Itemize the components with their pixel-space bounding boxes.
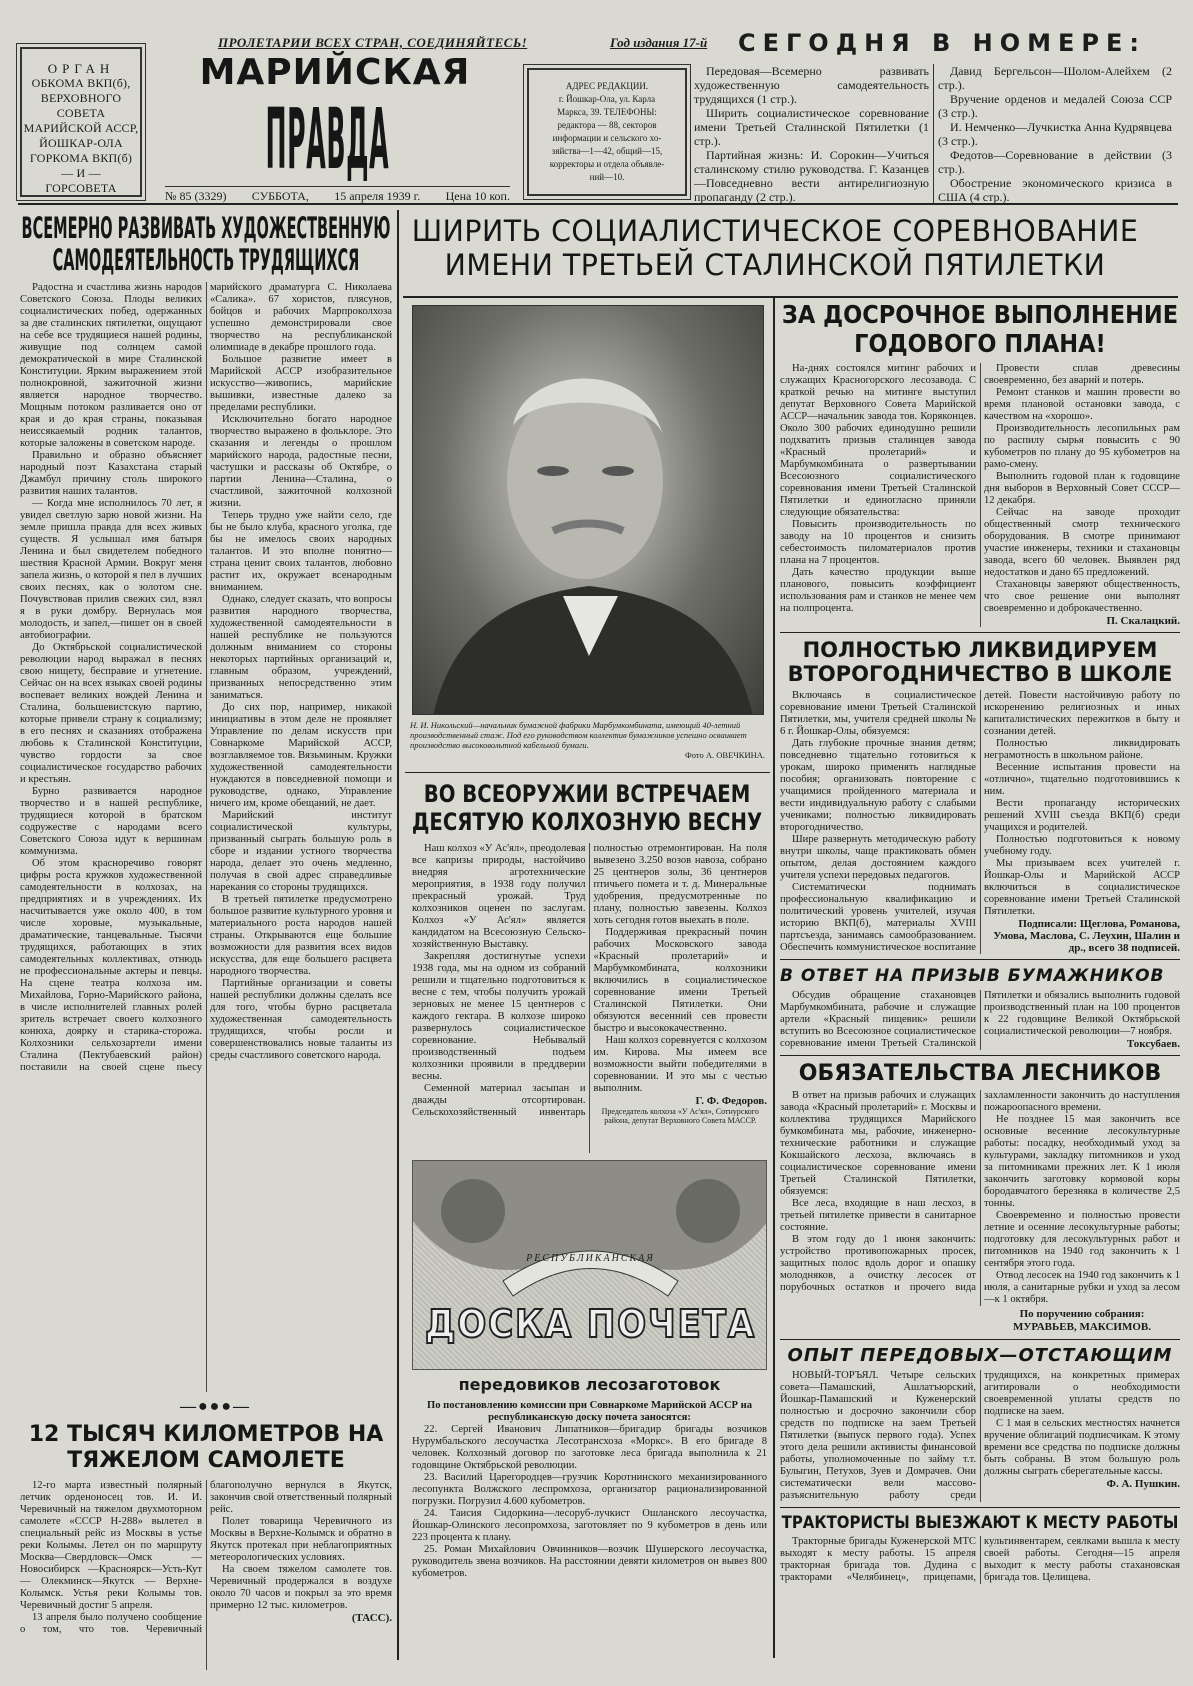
tractors-body [780,1536,1180,1584]
address-line: г. Йошкар-Ола, ул. Карла [558,94,656,104]
paragraph: Правильно и образно объясняет народный поэт Казахстана старый Джамбул причину столь широкого развития наших талантов. [20,450,202,497]
paragraph: Однако, следует сказать, что вопросы развития народного творчества, художественной самодеятельности в нашей республике не пользуются должным вниманием со стороны некоторых партийных организаций и, главным образом, учреждений, призванных непосредственно этим заниматься. [210,594,392,701]
organ-line: МАРИЙСКОЙ АССР, [23,121,139,135]
paragraph: Ремонт станков и машин провести во время плановой остановки завода, с качеством на «хорошо». [984,387,1180,422]
paragraph: В этом году до 1 июня закончить: устройство противопожарных просек, защитных полос вдоль дорог и опашку молодняков, а очистку лесосек от порубочных остатков и прочего вида захламленности закончить до наступления пожароопасного времени. [780,1090,1180,1293]
newspaper-title-line1-wrap [175,53,495,93]
honor-board-title: ДОСКА ПОЧЕТА [424,1302,757,1346]
address-line: зяйства—1—42, общий—15, [551,146,663,156]
signature-names: МУРАВЬЕВ, МАКСИМОВ. [1012,1321,1152,1333]
right-column [780,300,1180,1584]
papermakers-headline: В ОТВЕТ НА ПРИЗЫВ БУМАЖНИКОВ [780,966,1165,986]
paragraph: Повысить производительность по заводу на 10 процентов и снизить себестоимость пиломатериалов против плана на 7 процентов. [780,519,976,566]
portrait-photo [412,305,764,715]
honor-board-subtitle: передовиков лесозаготовок [458,1375,721,1394]
paragraph: Наш колхоз соревнуется с колхозом им. Кирова. Мы имеем все возможности выйти победителями в соревновании. И это мы с честью выполним. [593,1035,767,1094]
contents-item: Вручение орденов и медалей Союза ССР (3 стр.). [938,92,1172,120]
experience-headline-wrap [780,1345,1180,1367]
plan-headline-wrap [780,300,1180,358]
organ-line: ГОРСОВЕТА [45,181,117,195]
spring-headline-wrap [408,780,766,836]
paragraph: Большое развитие имеет в Марийской АССР изобразительное искусство—живопись, марийские вышивки, известные далеко за пределами республики. [210,354,392,413]
paragraph: Теперь трудно уже найти село, где бы не было клуба, красного уголка, где бы не имелось своих народных талантов. И это вполне понятно—страна ценит своих талантов, любовно растит их, окружает всенародным вниманием. [210,510,392,593]
flight-headline: 12 ТЫСЯЧ КИЛОМЕТРОВ НА ТЯЖЕЛОМ САМОЛЕТЕ [28,1422,384,1473]
contents-col [690,64,933,204]
photo-credit: Фото А. ОВЕЧКИНА. [685,750,765,760]
contents-item: Давид Бергельсон—Шолом-Алейхем (2 стр.). [938,64,1172,92]
experience-body [780,1370,1180,1502]
paragraph: Исключительно богато народное творчество выражено в фольклоре. Это сказания и легенды о прошлом марийского народа, радостные песни, частушки и рассказы об Октябре, о партии Ленина—Сталина, о счастливой, зажиточной колхозной жизни. [210,414,392,509]
spring-signature-note: Председатель колхоза «У Ас'ял», Сотнурского района, депутат Верховного Совета МАССР. [601,1107,759,1125]
contents-item: Обострение экономического кризиса в США (4 стр.). [938,176,1172,204]
issue-line [165,186,510,203]
paragraph: До сих пор, например, никакой инициативы в этом деле не проявляет Управление по делам искусств при Совнаркоме Марийской АССР, возглавляемое тов. Вязьминым. Кружки художественной самодеятельности нуждаются в повседневной помощи и руководстве, однако, Управление ничего им, кроме обещаний, не дает. [210,702,392,809]
paragraph: Шире развернуть методическую работу внутри школы, чаще практиковать обмен опытом, делая достоянием каждого учителя успехи передовых педагогов. [780,834,976,881]
issue-date: 15 апреля 1939 г. [334,189,421,203]
organ-box [20,47,142,197]
paragraph: На своем тяжелом самолете тов. Черевичный продержался в воздухе около 70 часов и покрыл за это время примерно 12 тыс. километров. [210,1564,392,1611]
school-signature: Подписали: Щеглова, Романова, Умова, Маслова, С. Леухин, Шалин и др., всего 38 подписей. [993,918,1180,954]
paragraph: 12-го марта известный полярный летчик орденоносец тов. И. И. Черевичный на тяжелом двухмоторном самолете «СССР Н-288» вылетел в специальный рейс из Москвы в устье реки Колымы. Летел он по маршруту Москва—Свердловск—Омск — Новосибирск —Красноярск—Усть-Кут — Олекминск—Якутск — Верхне-Колымск. Устья реки Колымы тов. Черевичный достиг 5 апреля. [20,1480,202,1611]
paragraph: Выполнить годовой план к годовщине дня выборов в Верховный Совет СССР—12 декабря. [984,471,1180,506]
contents-item: Федотов—Соревнование в действии (3 стр.). [938,148,1172,176]
honor-board-ribbon: РЕСПУБЛИКАНСКАЯ [526,1253,655,1264]
foresters-article [780,1055,1180,1334]
paragraph: Производительность лесопильных рам по распилу сырья повысить с 90 кубометров по плану до 95 кубометров на рамо-смену. [984,423,1180,470]
organ-line: ОРГАН [47,61,115,76]
address-line: ний—10. [589,172,625,182]
newspaper-title-line2-wrap [168,90,508,188]
contents-item: Передовая—Всемерно развивать художественную самодеятельность трудящихся (1 стр.). [694,64,929,106]
honor-entry: 22. Сергей Иванович Липатников—бригадир бригады возчиков Нурумбальского лесоучастка Лесотрансхоза «Моркс». В его бригаде 8 человек. Колхозный договор по заготовке леса бригада выполнила к 21 годовщине Октябрьской революции. [412,1424,767,1471]
papermakers-article [780,959,1180,1050]
honor-board-illustration [412,1160,767,1370]
paragraph: Бурно развивается народное творчество и в нашей республике, трудящиеся которой в братском содружестве с народами всего Советского Союза идут к вершинам коммунизма. [20,786,202,857]
paragraph: Стахановцы заверяют общественность, что свое решение они выполнят своевременно и доброкачественно. [984,579,1180,614]
school-headline-wrap [780,638,1180,686]
foresters-headline-wrap [780,1061,1180,1087]
flight-body [20,1480,392,1670]
paragraph: Партийные организации и советы нашей республики должны сделать все для того, чтобы бурно расцветала художественная самодеятельность трудящихся, чтобы росли и совершенствовались новые таланты из среды счастливого советского народа. [210,978,392,1061]
organ-line: ОБКОМА ВКП(б), [31,76,131,90]
paragraph: Все леса, входящие в наш лесхоз, в третьей пятилетке привести в санитарное состояние. [780,1198,976,1233]
paragraph: Марийский институт социалистической культуры, призванный сыграть большую роль в сборе и издании устного творчества народа, делает это очень медленно, получая в свой адрес справедливые нарекания со стороны трудящихся. [210,810,392,893]
organ-line: ВЕРХОВНОГО [40,91,122,105]
paragraph: — Когда мне исполнилось 70 лет, я увидел светлую зарю новой жизни. На земле пришла правда для всех живых существ. Я услышал имя батыря Ленина и был свидетелем победного шествия Красной Армии. Вокруг меня запела жизнь, о которой я пел в лучших своих песнях, как о золотом сне. Почувствовав прилив свежих сил, взял я в руки домбру. Вернулась моя молодость, и запел,—пишет он в своей автобиографии. [20,498,202,641]
newspaper-title-line2: ПРАВДА [265,90,390,188]
foresters-body [780,1090,1180,1306]
paragraph: Сейчас на заводе проходит общественный смотр технического оборудования. В смотре принимают участие инженеры, техники и стахановцы завода, всего 60 человек. Выявлен ряд недостатков и дано 65 предложений. [984,507,1180,578]
paragraph: Радостна и счастлива жизнь народов Советского Союза. Плоды великих социалистических побед, одержанных за две сталинских пятилетки, ощущают на себе все трудящиеся нашей родины, живущие под солнцем самой демократической в мире Сталинской Конституции. Ярким выражением этой полнокровной, зажиточной жизни является народное творчество. Мощным потоком разливается оно от края и до края страны, показывая неиссякаемый родник талантов, которые заложены в советском народе. [20,282,202,449]
honor-entry: 25. Роман Михайлович Овчинников—возчик Шушерского лесоучастка, руководитель звена возчиков. На расстоянии девяти километров он вывез 800 кубометров. [412,1544,767,1579]
organ-line: СОВЕТА [56,106,106,120]
caption-text: Н. И. Никольский—начальник бумажной фабрики Марбумкомбината, имеющий 40-летний производственный стаж. Под его руководством коллектив бумажников успешно осваивает производство высоковольтной кабельной бумаги. [410,720,747,750]
editorial-headline: ВСЕМЕРНО РАЗВИВАТЬ ХУДОЖЕСТВЕННУЮ САМОДЕЯТЕЛЬНОСТЬ ТРУДЯЩИХСЯ [21,211,391,277]
paragraph: Полет товарища Черевичного из Москвы в Верхне-Колымск и обратно в Якутск протекал при неблагоприятных метеорологических условиях. [210,1516,392,1563]
issue-weekday: СУББОТА, [251,189,309,203]
organ-line: ГОРКОМА ВКП(б) [29,151,133,165]
tractors-headline-wrap [780,1513,1180,1533]
editorial-headline-wrap [20,212,392,276]
ornament-divider: —●●●— [180,1398,251,1415]
paragraph: Включаясь в социалистическое соревнование имени Третьей Сталинской Пятилетки, мы, учителя средней школы № 6 г. Йошкар-Олы, обязуемся: [780,690,976,737]
school-body [780,690,1180,954]
main-headline: ШИРИТЬ СОЦИАЛИСТИЧЕСКОЕ СОРЕВНОВАНИЕ ИМЕНИ ТРЕТЬЕЙ СТАЛИНСКОЙ ПЯТИЛЕТКИ [411,214,1139,282]
honor-board-intro: По постановлению комиссии при Совнаркоме Марийской АССР на республиканскую доску почета заносятся: [427,1400,752,1423]
papermakers-signature: Токсубаев. [1126,1038,1180,1050]
tractors-headline: ТРАКТОРИСТЫ ВЫЕЗЖАЮТ К МЕСТУ РАБОТЫ [781,1513,1179,1533]
plan-body [780,363,1180,627]
paragraph: Тракторные бригады Куженерской МТС выходят к месту работы. 15 апреля тракторная бригада тов. Дудина с тракторами «Челябинец», прицепами, культинвентарем, сеялками вышла к месту своей работы. Сегодня—15 апреля выходит к месту работы стахановская бригада тов. Целищева. [780,1536,1180,1583]
paragraph: Мы призываем всех учителей г. Йошкар-Олы и Марийской АССР включиться в социалистическое соревнование имени Третьей Сталинской Пятилетки. [984,858,1180,917]
paragraph: Своевременно и полностью провести летние и осенние лесокультурные работы; подготовку для лесокультурных работ и питомников на 1940 год закончить к 1 сентября этого года. [984,1210,1180,1269]
contents-title: СЕГОДНЯ В НОМЕРЕ: [738,29,1146,57]
plan-signature: П. Скалацкий. [1106,615,1180,627]
paragraph: Провести сплав древесины своевременно, без аварий и потерь. [984,363,1180,386]
paragraph: Систематически поднимать профессиональную квалификацию и политический уровень учителей, изучая историю ВКП(б), материалы XVIII партсъезда, занимаясь самообразованием. Обеспечить коммунистическое воспитание детей. Повести настойчивую работу по искоренению религиозных и иных капиталистических пережитков в быту и сознании детей. [780,690,1180,953]
paragraph: Наш колхоз «У Ас'ял», преодолевая все капризы природы, настойчиво внедряя агротехнические мероприятия, в 1938 году получил прекрасный урожай. Труд колхозников оценен по заслугам. Колхоз «У Ас'ял» является кандидатом на Всесоюзную Сельско-хозяйственную Выставку. [412,843,586,950]
experience-article [780,1339,1180,1502]
paragraph: Дать глубокие прочные знания детям; повседневно тщательно готовиться к урокам, широко применять наглядные пособия; организовать повторение с учащимися пройденного материала и вести индивидуальную работу с слабыми учениками; полностью ликвидировать второгодничество. [780,738,976,833]
paragraph: Семенной материал засыпан и дважды отсортирован. Сельскохозяйственный инвентарь полностью отремонтирован. На поля вывезено 3.250 возов навоза, собрано 25 центнеров золы, 36 центнеров птичьего помета и т. д. Минеральные удобрения, предусмотренные по плану, полностью завезены. Колхоз хоть сегодня готов выехать в поле. [412,843,767,1118]
address-line: редактора — 88, секторов [557,120,657,130]
paragraph: Отвод лесосек на 1940 год закончить к 1 июля, а санитарные рубки и уход за лесом—к 1 октября. [984,1270,1180,1305]
foresters-signature [984,1308,1180,1334]
spring-signature: Г. Ф. Федоров. [695,1095,767,1107]
address-line: информации и сельского хо- [552,133,662,143]
newspaper-title-line1: МАРИЙСКАЯ [199,52,471,93]
paragraph: Вести пропаганду исторических решений XVIII съезда ВКП(б) среди учащихся и родителей. [984,798,1180,833]
school-article [780,632,1180,954]
paragraph: Полностью подготовиться к новому учебному году. [984,834,1180,857]
address-line: Маркса, 39. ТЕЛЕФОНЫ: [557,107,657,117]
photo-caption [410,720,765,760]
editorial-address [527,68,687,196]
issue-price: Цена 10 коп. [445,189,510,203]
honor-entry: 24. Таисия Сидоркина—лесоруб-лучкист Ошланского лесоучастка, Йошкар-Олинского лесопромхоза, заготовляет по 9 кубометров в день или 223 процента к плану. [412,1508,767,1543]
contents-item: Ширить социалистическое соревнование имени Третьей Сталинской Пятилетки (1 стр.). [694,106,929,148]
paragraph: До Октябрьской социалистической революции народ выражал в песнях свою нищету, бесправие и угнетение. Сейчас он на всех языках своей родины воспевает великих вождей Ленина и Сталина, большевистскую партию, которые привели страну к социализму; в его песнях и сказаниях отображена любовь к Сталинской Конституции, чувство гордости за свое социалистическое государство рабочих и крестьян. [20,642,202,785]
main-headline-wrap [405,214,1145,282]
issue-number: № 85 (3329) [165,189,227,203]
foresters-headline: ОБЯЗАТЕЛЬСТВА ЛЕСНИКОВ [798,1061,1162,1086]
paragraph: В третьей пятилетке предусмотрено большое развитие культурного уровня и материального роста народов нашей страны. Открываются еще большие возможности для развития всех видов искусства, для еще большего расцвета народного творчества. [210,894,392,977]
signature-lead: По поручению собрания: [1019,1308,1145,1320]
honor-board-body [412,1400,767,1670]
contents-item: Партийная жизнь: И. Сорокин—Учиться сталинскому стилю руководства. Г. Казанцев—Повседневно вести антирелигиозную пропаганду (2 стр.). [694,148,929,204]
paragraph: С 1 мая в сельских местностях начнется вручение облигаций подписчикам. К этому времени все средства по подписке должны быть собраны. В этом большую роль должны сыграть сберегательные кассы. [984,1418,1180,1477]
organ-line: ЙОШКАР-ОЛА [39,136,123,150]
publication-year: Год издания 17-й [610,35,708,50]
slogan: ПРОЛЕТАРИИ ВСЕХ СТРАН, СОЕДИНЯЙТЕСЬ! [218,35,528,50]
paragraph: Не позднее 15 мая закончить все основные весенние лесокультурные работы: посадку, необходимый уход за культурами, закладку питомников и уход за питомниками прежних лет. К 1 июля закончить заготовку кормовой коры бородавчатого березняка в количестве 2,5 тонны. [984,1114,1180,1209]
papermakers-headline-wrap [780,965,1180,987]
paragraph: НОВЫЙ-ТОРЪЯЛ. Четыре сельских совета—Памашский, Ашлатъюрский, Йошкар-Памашский и Куженерский полностью и досрочно закончили сбор средств по подписке на заем Третьей Пятилетки (выпуск первого года). Успех этого дела решили активисты финансовой работы, уполномоченные по займу т.т. Булыгин, Петухов, Зуев и Домрачев. Они систематически вели массово-разъяснительную работу среди трудящихся, на конкретных примерах агитировали о необходимости своевременной уплаты средств по подписке на заем. [780,1370,1180,1501]
tractors-article [780,1507,1180,1584]
paragraph: Весенние испытания провести на «отлично», тщательно подготовившись к ним. [984,762,1180,797]
contents-item: И. Немченко—Лучкистка Анна Кудрявцева (3 стр.). [938,120,1172,148]
paragraph: Полностью ликвидировать неграмотность в школьном районе. [984,738,1180,761]
spring-headline: ВО ВСЕОРУЖИИ ВСТРЕЧАЕМ ДЕСЯТУЮ КОЛХОЗНУЮ ВЕСНУ [411,780,763,836]
school-headline: ПОЛНОСТЬЮ ЛИКВИДИРУЕМ ВТОРОГОДНИЧЕСТВО В ШКОЛЕ [787,638,1173,686]
paragraph: В ответ на призыв рабочих и служащих завода «Красный пролетарий» г. Москвы и коллектива трудящихся Марийского бумкомбината мы, рабочие, инженерно-технические работники и служащие Кокшайского лесхоза, включаясь в социалистическое соревнование имени Третьей Сталинской Пятилетки, обязуемся: [780,1090,976,1197]
contents [690,64,1176,204]
papermakers-body [780,990,1180,1050]
paragraph: Поддерживая прекрасный почин рабочих Московского завода «Красный пролетарий» и Марбумкомбината, колхозники включились в социалистическое соревнование имени Третьей Сталинской Пятилетки. Они обязуются весенний сев провести быстро и высококачественно. [593,927,767,1034]
paragraph: На-днях состоялся митинг рабочих и служащих Красногорского лесозавода. С краткой речью на митинге выступил депутат Верховного Совета Марийской АССР—начальник завода тов. Коряконцев. Около 300 рабочих единодушно решили подхватить призыв сталинцев завода «Красный пролетарий» и Марбумкомбината о развертывании Всесоюзного социалистического соревнования имени Третьей Сталинской Пятилетки и единогласно приняли следующие обязательства: [780,363,976,518]
flight-headline-wrap [20,1422,392,1474]
paragraph: Об этом красноречиво говорят цифры роста кружков художественной самодеятельности в колхозах, на предприятиях и в учреждениях. Их насчитывается уже около 400, в том числе хоровые, музыкальные, драматические, танцевальные. Тысячи трудящихся, работающих в этих самодеятельных коллективах, отнюдь не профессиональные актеры и певцы. На сцене театра колхоза им. Михайлова, Горно-Марийского района, в числе исполнителей главных ролей зритель встречает своего колхозного конюха, доярку и старика-сторожа. Колхозники сельхозартели имени Сталина (Пектубаевский район) поставили на своей сцене пьесу марийского драматурга С. Николаева «Салика». 67 хористов, плясунов, бойцов и рабочих Марпроколхоза успешно демонстрировали свое творчество на республиканской олимпиаде в декабре прошлого года. [20,282,392,1073]
address-line: корректоры и отдела объявле- [549,159,665,169]
contents-col [933,64,1176,204]
address-line: АДРЕС РЕДАКЦИИ. [565,81,649,91]
flight-signature: (ТАСС). [351,1612,392,1624]
experience-signature: Ф. А. Пушкин. [1106,1478,1180,1490]
paragraph: 13 апреля было получено сообщение о том, что тов. Черевичный благополучно вернулся в Якутск, закончив свой ответственный полярный рейс. [20,1480,392,1635]
editorial-body [20,282,392,1392]
paragraph: Обсудив обращение стахановцев Марбумкомбината, рабочие и служащие артели «Красный пищевик» решили вступить во Всесоюзное социалистическое соревнование имени Третьей Сталинской Пятилетки и обязались выполнить годовой производственный план на 100 процентов к 22 годовщине Великой Октябрьской социалистической революции—7 ноября. [780,990,1180,1049]
paragraph: Закрепляя достигнутые успехи 1938 года, мы на одном из собраний решили и тщательно подготовиться к весне с тем, чтобы получить урожай зерновых не менее 15 центнеров с каждого гектара. В колхозе широко развернулось социалистическое соревнование. Небывалый производственный подъем колхозники проявили в преддверии весны. [412,951,586,1082]
spring-body [412,843,767,1153]
honor-entry: 23. Василий Царегородцев—грузчик Коротнинского механизированного лесопункта Волжского леспромхоза, организатор рационализированной погрузки. Погрузил 4.600 кубометров. [412,1472,767,1507]
organ-line: — И — [61,166,101,180]
plan-headline: ЗА ДОСРОЧНОЕ ВЫПОЛНЕНИЕ ГОДОВОГО ПЛАНА! [781,300,1179,358]
honor-board-title-wrap [423,1301,758,1347]
paragraph: Дать качество продукции выше планового, повысить коэффициент использования рам и станков не менее чем на полпроцента. [780,567,976,614]
portrait-figure-icon [413,306,764,715]
experience-headline: ОПЫТ ПЕРЕДОВЫХ—ОТСТАЮЩИМ [787,1345,1173,1366]
